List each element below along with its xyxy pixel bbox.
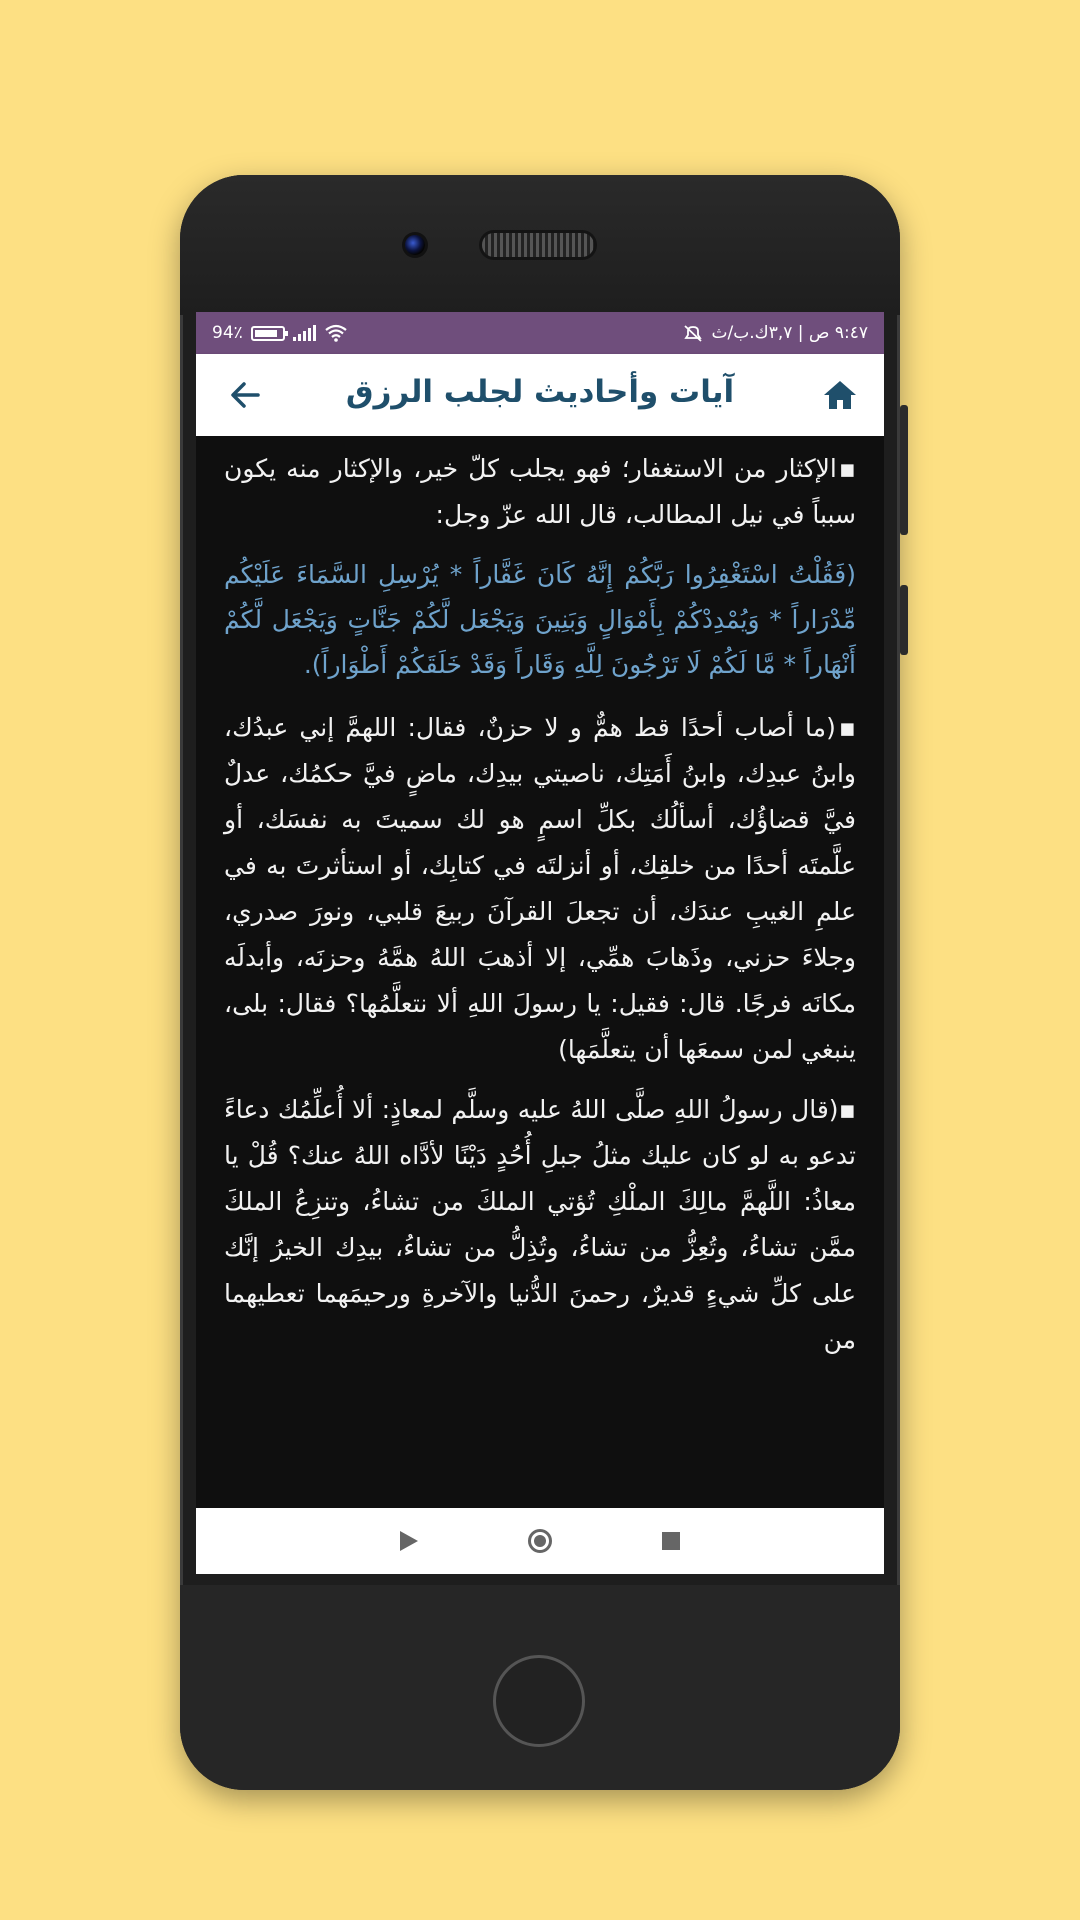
alarm-off-icon xyxy=(682,324,704,342)
earpiece-speaker xyxy=(482,233,594,257)
nav-back-icon[interactable] xyxy=(400,1531,418,1551)
quran-verse: (فَقُلْتُ اسْتَغْفِرُوا رَبَّكُمْ إِنَّهُ كَانَ غَفَّاراً * يُرْسِلِ السَّمَاءَ عَلَيْكُم مِّدْرَاراً * وَيُمْدِدْكُمْ بِأَمْوَالٍ وَبَنِينَ وَيَجْعَل لَّكُمْ جَنَّاتٍ وَيَجْعَل لَّكُمْ أَنْهَاراً * مَّا لَكُمْ لَا تَرْجُونَ لِلَّهِ وَقَاراً وَقَدْ خَلَقَكُمْ أَطْوَاراً). xyxy=(224,560,856,679)
phone-frame xyxy=(180,175,900,1790)
paragraph-hadith-muadh: ▪(قال رسولُ اللهِ صلَّى اللهُ عليه وسلَّم لمعاذٍ: ألا أُعلِّمُك دعاءً تدعو به لو كان عليك مثلُ جبلِ أُحُدٍ دَيْنًا لأدَّاه اللهُ عنك؟ قُلْ يا معاذُ: اللَّهمَّ مالِكَ الملْكِ تُؤتي الملكَ من تشاءُ، وتنزِعُ الملكَ ممَّن تشاءُ، وتُعِزُّ من تشاءُ، وتُذِلُّ من تشاءُ، بيدِك الخيرُ إنَّك على كلِّ شيءٍ قديرٌ، رحمنَ الدُّنيا والآخرةِ ورحيمَهما تعطيهما من xyxy=(224,1095,856,1354)
app-bar xyxy=(196,354,884,436)
front-camera xyxy=(405,235,425,255)
status-left xyxy=(212,323,348,343)
home-icon xyxy=(820,375,860,415)
status-time: ٩:٤٧ ص | ٣,٧ك.ب/ث xyxy=(711,323,868,343)
nav-recent-icon[interactable] xyxy=(662,1532,680,1550)
volume-button xyxy=(900,405,908,535)
page-title: آيات وأحاديث لجلب الرزق xyxy=(345,374,735,410)
paragraph-istighfar: ▪الإكثار من الاستغفار؛ فهو يجلب كلّ خير، والإكثار منه يكون سبباً في نيل المطالب، قال الله عزّ وجل: xyxy=(224,454,856,529)
navigation-bar xyxy=(196,1508,884,1574)
paragraph-hadith-grief: ▪(ما أصاب أحدًا قط همٌّ و لا حزنٌ، فقال: اللهمَّ إني عبدُك، وابنُ عبدِك، وابنُ أَمَتِك، ناصيتي بيدِك، ماضٍ فيَّ حكمُك، عدلٌ فيَّ قضاؤُك، أسألُك بكلِّ اسمٍ هو لك سميتَ به نفسَك، أو علَّمتَه أحدًا من خلقِك، أو أنزلتَه في كتابِك، أو استأثرتَ به في علمِ الغيبِ عندَك، أن تجعلَ القرآنَ ربيعَ قلبي، ونورَ صدري، وجلاءَ حزني، وذَهابَ همِّي، إلا أذهبَ اللهُ همَّهُ وحزنَه، وأبدلَه مكانَه فرجًا. قال: فقيل: يا رسولَ اللهِ ألا نتعلَّمُها؟ فقال: بلى، ينبغي لمن سمعَها أن يتعلَّمَها) xyxy=(224,713,856,1064)
status-right xyxy=(682,323,868,343)
status-bar xyxy=(196,312,884,354)
signal-icon xyxy=(293,325,316,341)
back-button[interactable] xyxy=(226,375,266,415)
nav-home-icon[interactable] xyxy=(528,1529,552,1553)
power-button xyxy=(900,585,908,655)
hardware-home-button[interactable] xyxy=(493,1655,585,1747)
phone-screen xyxy=(196,312,884,1574)
home-button[interactable] xyxy=(820,375,860,415)
battery-percent: 94٪ xyxy=(212,323,243,343)
battery-icon xyxy=(251,326,285,341)
content-scroll[interactable] xyxy=(196,436,884,1508)
arrow-left-icon xyxy=(226,375,266,415)
wifi-icon xyxy=(324,324,348,342)
